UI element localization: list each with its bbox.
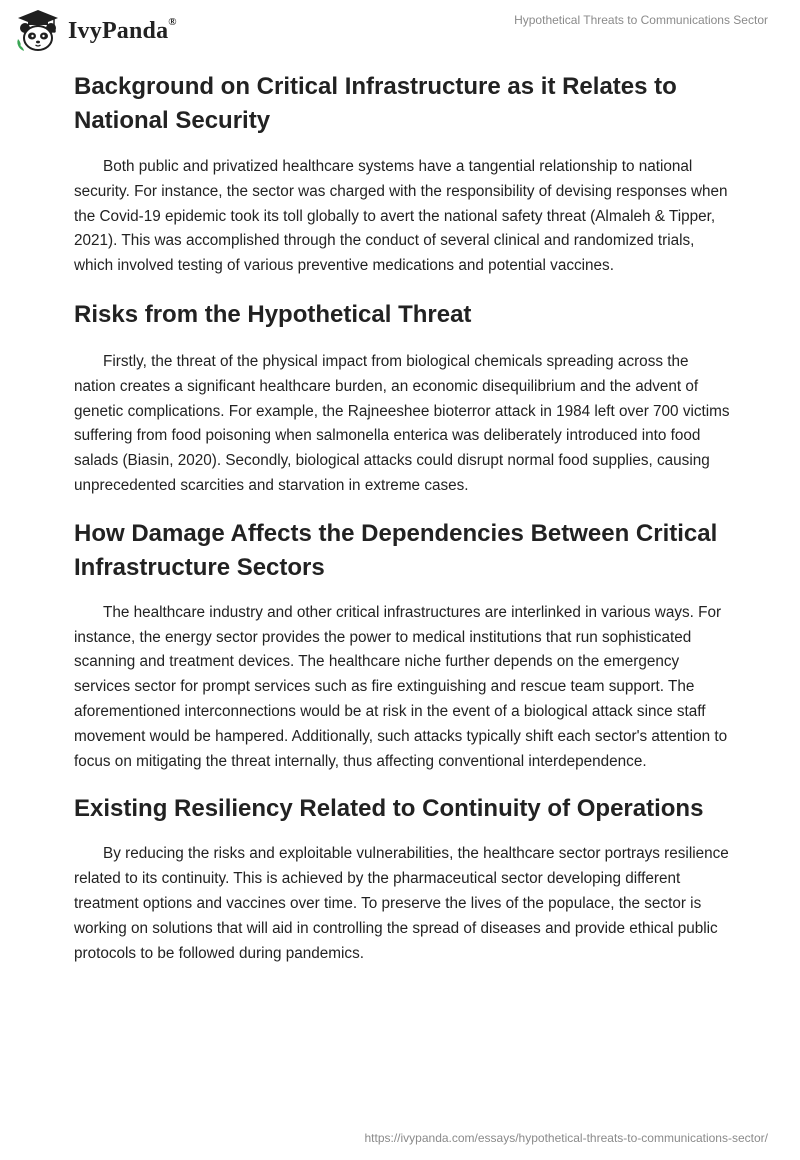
ivypanda-logo[interactable]	[14, 8, 177, 54]
section-paragraph: The healthcare industry and other critical infrastructures are interlinked in various ways. For instance, the energy sector provides the power to medical institutions that run sophisticated scanning and treatment devices. The healthcare niche further depends on the emergency services sector for prompt services such as fire extinguishing and rescue team support. The aforementioned interconnections would be at risk in the event of a biological attack since staff movement would be hampered. Additionally, such attacks typically shift each sector's attention to focus on mitigating the threat internally, thus affecting conventional interdependence.	[74, 603, 728, 770]
section-heading: Background on Critical Infrastructure as it Relates to National Security	[74, 73, 677, 134]
document-title: Hypothetical Threats to Communications Sector	[514, 13, 768, 27]
page-header	[0, 0, 800, 70]
section-heading: Existing Resiliency Related to Continuity of Operations	[74, 795, 704, 823]
section-paragraph: Both public and privatized healthcare systems have a tangential relationship to national security. For instance, the sector was charged with the responsibility of devising responses when the Covid-19 epidemic took its toll globally to avert the national safety threat (Almaleh & Tipper, 2021). This was accomplished through the conduct of several clinical and randomized trials, which involved testing of various preventive medications and potential vaccines.	[74, 158, 728, 275]
section-heading: Risks from the Hypothetical Threat	[74, 300, 472, 328]
section-paragraph: Firstly, the threat of the physical impact from biological chemicals spreading across the nation creates a significant healthcare burden, an economic disequilibrium and the advent of genetic complications. For example, the Rajneeshee bioterror attack in 1984 left over 700 victims suffering from food poisoning when salmonella enterica was deliberately introduced into food salads (Biasin, 2020). Secondly, biological attacks could disrupt normal food supplies, causing unprecedented scarcities and starvation in extreme cases.	[74, 352, 730, 494]
logo-wordmark: IvyPanda®	[68, 15, 177, 44]
section-heading: How Damage Affects the Dependencies Between Critical Infrastructure Sectors	[74, 519, 718, 581]
source-url[interactable]: https://ivypanda.com/essays/hypothetical-threats-to-communications-sector/	[364, 1131, 768, 1145]
panda-graduate-icon	[14, 8, 62, 54]
registered-mark: ®	[168, 15, 177, 28]
section-paragraph: By reducing the risks and exploitable vulnerabilities, the healthcare sector portrays resilience related to its continuity. This is achieved by the pharmaceutical sector developing different treatment options and vaccines over time. To preserve the lives of the populace, the sector is working on solutions that will aid in controlling the spread of diseases and provide ethical public protocols to be followed during pandemics.	[74, 845, 729, 962]
essay-content	[74, 70, 734, 966]
